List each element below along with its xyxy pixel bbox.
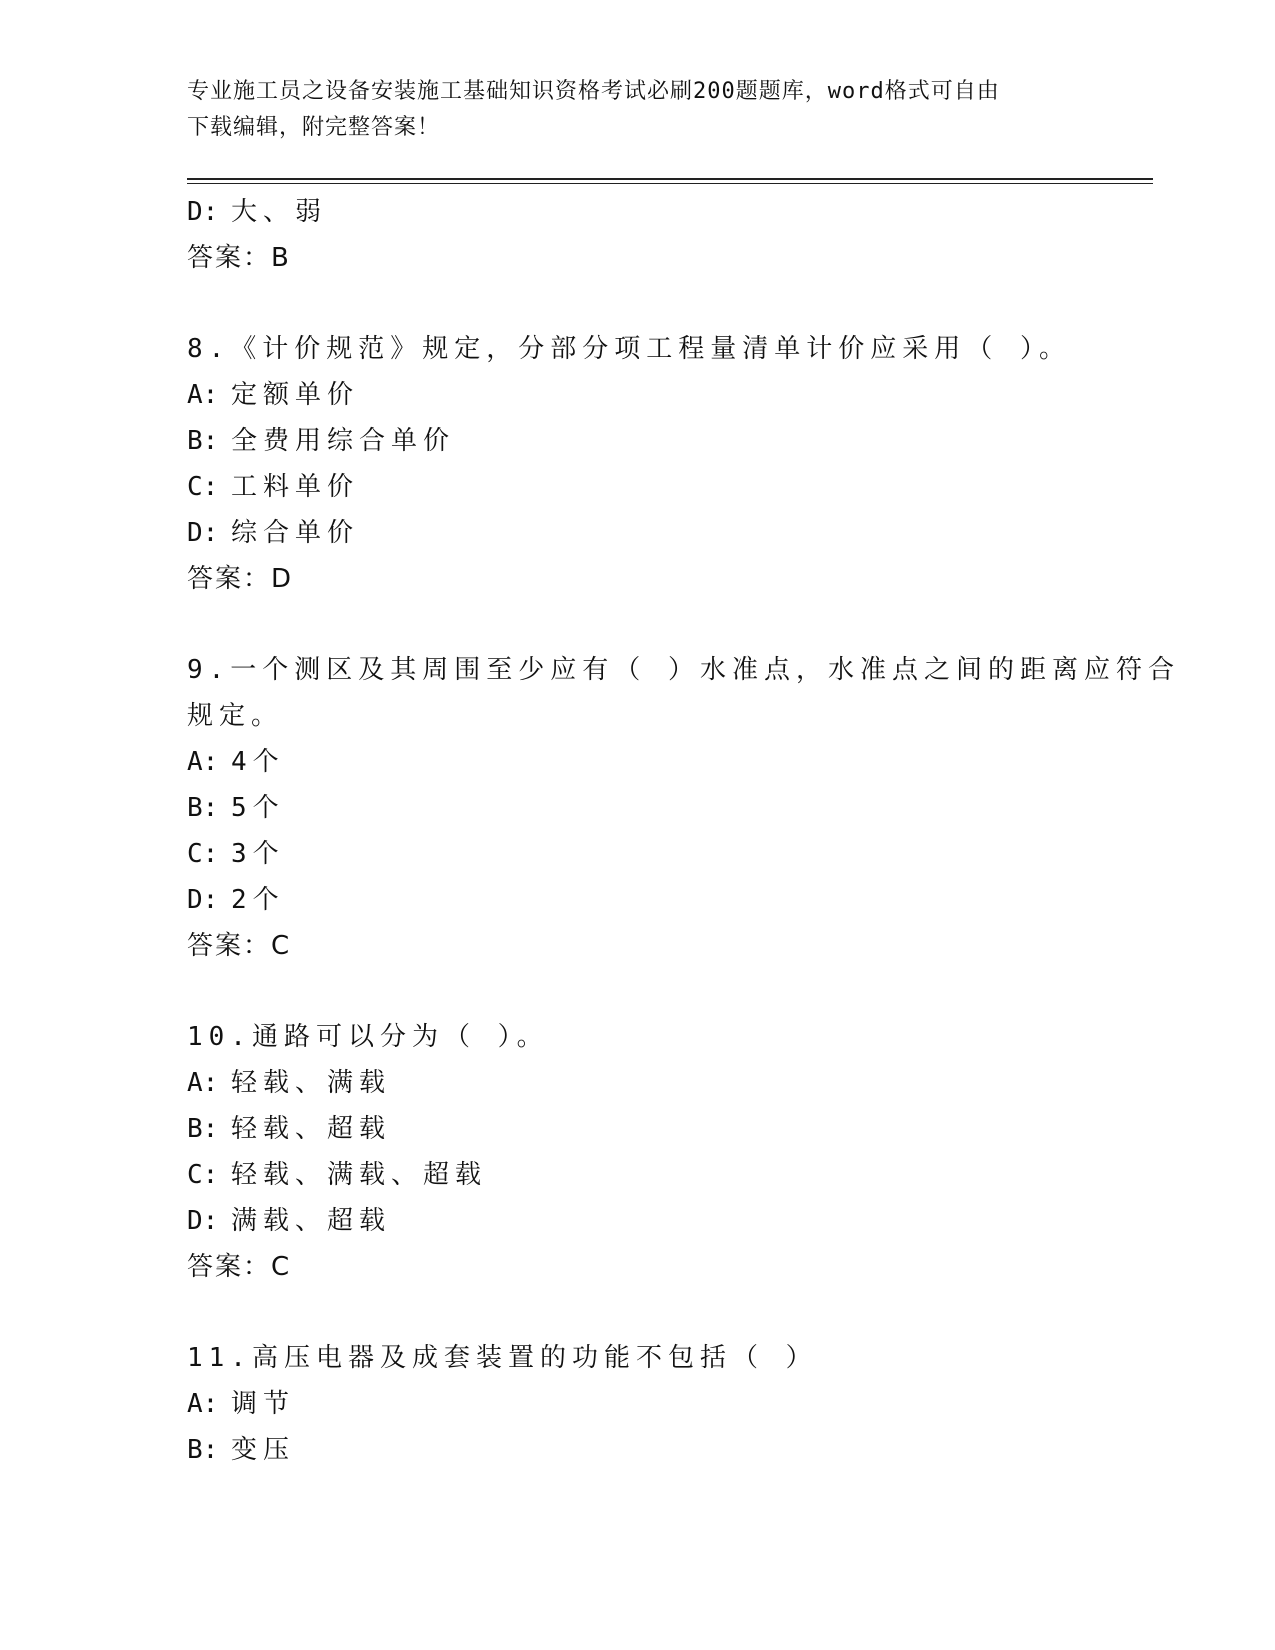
header-rule-thin [187,183,1153,184]
option-text: 工料单价 [231,472,360,502]
question-7-tail [187,189,1087,281]
option-b [187,1106,1087,1152]
answer-line: 答案：C [187,931,292,961]
header-line-1: 专业施工员之设备安装施工基础知识资格考试必刷200题题库，word格式可自由 [187,79,1000,104]
option-text: 轻载、超载 [231,1114,392,1144]
option-letter: A: [187,1389,219,1419]
option-letter: A: [187,1068,219,1098]
option-b [187,785,1087,831]
option-text: 大、弱 [231,197,328,227]
option-text: 3个 [231,839,285,869]
option-letter: C: [187,472,219,502]
option-text: 综合单价 [231,518,360,548]
option-d [187,877,1087,923]
option-b [187,418,1087,464]
option-b [187,1427,1087,1473]
option-text: 全费用综合单价 [231,426,456,456]
option-letter: B: [187,793,219,823]
option-a [187,1381,1087,1427]
option-letter: D: [187,1206,219,1236]
option-letter: C: [187,839,219,869]
option-text: 调节 [231,1389,296,1419]
option-text: 变压 [231,1435,296,1465]
answer-line: 答案：D [187,564,294,594]
option-text: 4个 [231,747,285,777]
option-letter: A: [187,747,219,777]
option-d [187,1198,1087,1244]
answer-line: 答案：B [187,243,291,273]
option-letter: B: [187,1435,219,1465]
option-letter: D: [187,197,219,227]
question-title: 10.通路可以分为（ ）。 [187,1022,549,1052]
option-text: 2个 [231,885,285,915]
option-letter: D: [187,885,219,915]
question-title-continued: 规定。 [187,701,284,731]
option-a [187,739,1087,785]
option-letter: B: [187,426,219,456]
option-text: 5个 [231,793,285,823]
question-11 [187,1335,1087,1473]
question-9 [187,647,1180,969]
option-letter: D: [187,518,219,548]
option-text: 轻载、满载、超载 [231,1160,488,1190]
option-letter: C: [187,1160,219,1190]
question-list [187,189,1180,1473]
option-a [187,1060,1087,1106]
option-d [187,189,1087,235]
question-title: 9.一个测区及其周围至少应有（ ）水准点，水准点之间的距离应符合 [187,655,1180,685]
option-letter: A: [187,380,219,410]
answer-line: 答案：C [187,1252,292,1282]
option-text: 定额单价 [231,380,360,410]
header-rule-thick [187,178,1153,180]
option-text: 满载、超载 [231,1206,392,1236]
option-letter: B: [187,1114,219,1144]
question-title: 11.高压电器及成套装置的功能不包括（ ） [187,1343,818,1373]
question-10 [187,1014,1087,1290]
header-line-2: 下载编辑，附完整答案！ [187,115,441,140]
option-c [187,1152,1087,1198]
question-8 [187,326,1087,602]
option-c [187,831,1087,877]
option-c [187,464,1087,510]
question-title: 8.《计价规范》规定，分部分项工程量清单计价应采用（ ）。 [187,334,1071,364]
option-d [187,510,1087,556]
option-text: 轻载、满载 [231,1068,392,1098]
option-a [187,372,1087,418]
document-header [187,74,1067,146]
